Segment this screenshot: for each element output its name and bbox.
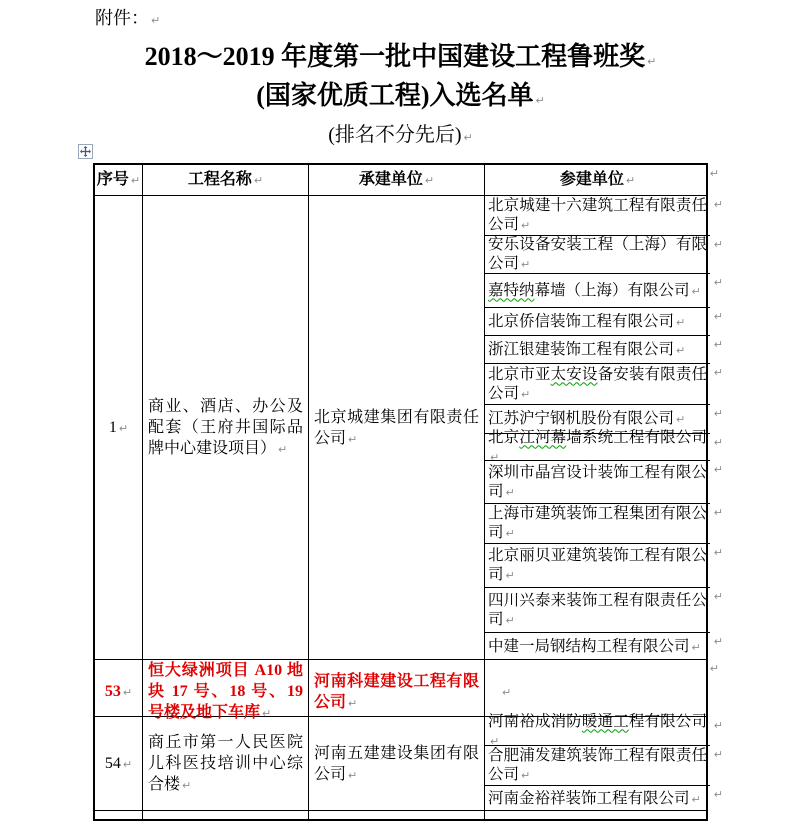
participant-item: 北京市亚太安设备安装有限责任公司 ↵ ↵ <box>485 364 710 405</box>
participant-item: 河南裕成消防暖通工程有限公司↵ ↵ <box>485 717 710 746</box>
cell-contractor: 河南科建建设工程有限公司 ↵ <box>309 660 485 724</box>
page-title-line2: (国家优质工程)入选名单 ↵ <box>256 81 545 110</box>
pilcrow-mark-icon: ↵ <box>709 167 719 180</box>
document-heading <box>93 40 708 153</box>
pilcrow-mark-icon: ↵ <box>713 590 723 603</box>
spellcheck-underline: 嘉特纳 <box>488 281 535 299</box>
pilcrow-mark-icon: ↵ <box>502 685 512 699</box>
pilcrow-mark-icon: ↵ <box>505 613 515 627</box>
cell-serial: 54 ↵ <box>95 717 143 811</box>
pilcrow-mark-icon: ↵ <box>521 769 531 782</box>
pilcrow-mark-icon: ↵ <box>535 94 545 107</box>
pilcrow-mark-icon: ↵ <box>348 432 358 446</box>
participant-item: 北京江河幕墙系统工程有限公司↵ ↵ <box>485 434 710 461</box>
participant-item: 深圳市晶宫设计装饰工程有限公司 ↵ ↵ <box>485 461 710 504</box>
pilcrow-mark-icon: ↵ <box>151 14 161 27</box>
cell-participants <box>485 712 723 811</box>
cell-cutoff <box>485 811 710 819</box>
pilcrow-mark-icon: ↵ <box>713 276 723 289</box>
attachment-text: 附件： <box>95 8 149 28</box>
pilcrow-mark-icon: ↵ <box>713 748 723 761</box>
pilcrow-mark-icon: ↵ <box>253 174 264 187</box>
spellcheck-underline: 太安设 <box>550 365 598 383</box>
pilcrow-mark-icon: ↵ <box>348 768 358 782</box>
cell-serial: 53 ↵ <box>95 660 143 724</box>
pilcrow-mark-icon: ↵ <box>713 719 723 732</box>
cell-project: 商丘市第一人民医院儿科医技培训中心综合楼 ↵ <box>143 717 309 811</box>
pilcrow-mark-icon: ↵ <box>490 450 500 464</box>
pilcrow-mark-icon: ↵ <box>676 315 686 329</box>
participant-item: 合肥浦发建筑装饰工程有限责任公司 ↵ ↵ <box>485 746 710 786</box>
pilcrow-mark-icon: ↵ <box>676 343 686 357</box>
participant-item: 嘉特纳幕墙（上海）有限公司 ↵ ↵ <box>485 274 710 308</box>
pilcrow-mark-icon: ↵ <box>348 696 358 710</box>
cell-cutoff <box>143 811 309 819</box>
cell-cutoff <box>95 811 143 819</box>
table-row-cutoff <box>95 811 706 819</box>
header-cell-project: 工程名称 ↵ <box>143 165 309 195</box>
pilcrow-mark-icon: ↵ <box>122 686 133 699</box>
cell-project: 恒大绿洲项目 A10 地块 17 号、18 号、19 号楼及地下车库 ↵ <box>143 660 309 724</box>
pilcrow-mark-icon: ↵ <box>713 366 723 379</box>
pilcrow-mark-icon: ↵ <box>713 546 723 559</box>
pilcrow-mark-icon: ↵ <box>713 238 723 251</box>
pilcrow-mark-icon: ↵ <box>676 413 686 426</box>
pilcrow-mark-icon: ↵ <box>713 338 723 351</box>
pilcrow-mark-icon: ↵ <box>490 734 500 748</box>
attachment-label <box>95 6 160 33</box>
pilcrow-mark-icon: ↵ <box>691 284 701 298</box>
participant-item: 浙江银建装饰工程有限公司 ↵ ↵ <box>485 336 710 364</box>
pilcrow-mark-icon: ↵ <box>713 635 723 648</box>
pilcrow-mark-icon: ↵ <box>182 779 192 792</box>
pilcrow-mark-icon: ↵ <box>122 758 133 771</box>
pilcrow-mark-icon: ↵ <box>118 422 129 435</box>
pilcrow-mark-icon: ↵ <box>625 174 636 187</box>
pilcrow-mark-icon: ↵ <box>713 198 723 211</box>
pilcrow-mark-icon: ↵ <box>691 640 701 654</box>
award-table <box>93 163 723 821</box>
move-icon <box>80 146 91 157</box>
participant-item: 北京城建十六建筑工程有限责任公司 ↵ ↵ <box>485 196 710 236</box>
participant-item: 北京丽贝亚建筑装饰工程有限公司 ↵ ↵ <box>485 544 710 588</box>
pilcrow-mark-icon: ↵ <box>521 258 531 271</box>
pilcrow-mark-icon: ↵ <box>713 436 723 449</box>
pilcrow-mark-icon: ↵ <box>713 407 723 420</box>
pilcrow-mark-icon: ↵ <box>505 569 515 582</box>
cell-project: 商业、酒店、办公及配套（王府井国际品牌中心建设项目） ↵ <box>143 196 309 660</box>
cell-cutoff <box>309 811 485 819</box>
pilcrow-mark-icon: ↵ <box>505 485 515 499</box>
pilcrow-mark-icon: ↵ <box>521 219 531 232</box>
participant-item: 江苏沪宁钢机股份有限公司 ↵ ↵ <box>485 405 710 434</box>
pilcrow-mark-icon: ↵ <box>713 310 723 323</box>
cell-participants <box>485 196 723 660</box>
pilcrow-mark-icon: ↵ <box>278 443 288 456</box>
pilcrow-mark-icon: ↵ <box>424 174 435 187</box>
participant-item: 北京侨信装饰工程有限公司 ↵ ↵ <box>485 308 710 336</box>
pilcrow-mark-icon: ↵ <box>691 792 701 806</box>
cell-contractor: 河南五建建设集团有限公司 ↵ <box>309 717 485 811</box>
pilcrow-mark-icon: ↵ <box>647 55 657 68</box>
pilcrow-mark-icon: ↵ <box>262 707 272 720</box>
spellcheck-underline: 暖通工 <box>581 712 629 730</box>
table-move-handle[interactable] <box>78 144 93 159</box>
pilcrow-mark-icon: ↵ <box>709 662 719 675</box>
header-cell-contractor: 承建单位 ↵ <box>309 165 485 195</box>
table-row-54 <box>95 712 723 811</box>
page-title-line1: 2018～2019 年度第一批中国建设工程鲁班奖 ↵ <box>144 42 657 71</box>
page-subtitle: (排名不分先后) ↵ <box>328 124 473 146</box>
participant-item: 上海市建筑装饰工程集团有限公司 ↵ ↵ <box>485 504 710 544</box>
participant-item: 中建一局钢结构工程有限公司 ↵ ↵ <box>488 635 723 655</box>
pilcrow-mark-icon: ↵ <box>713 463 723 476</box>
pilcrow-mark-icon: ↵ <box>463 131 473 144</box>
pilcrow-mark-icon: ↵ <box>713 506 723 519</box>
participant-item: 河南金裕祥装饰工程有限公司 ↵ ↵ <box>488 788 723 807</box>
header-cell-participants: 参建单位 ↵ <box>559 171 636 188</box>
pilcrow-mark-icon: ↵ <box>713 788 723 801</box>
participant-item: 安乐设备安装工程（上海）有限公司 ↵ ↵ <box>485 236 710 274</box>
pilcrow-mark-icon: ↵ <box>130 174 141 187</box>
cell-contractor: 北京城建集团有限责任公司 ↵ <box>309 196 485 660</box>
spellcheck-underline: 江河幕 <box>519 428 567 446</box>
pilcrow-mark-icon: ↵ <box>521 387 531 401</box>
pilcrow-mark-icon: ↵ <box>505 527 515 540</box>
header-cell-serial: 序号 ↵ <box>95 165 143 195</box>
table-row-1 <box>95 196 723 660</box>
table-header-row <box>95 165 719 196</box>
cell-serial: 1 ↵ <box>95 196 143 660</box>
participant-item: 四川兴泰来装饰工程有限责任公司 ↵ ↵ <box>485 588 710 633</box>
